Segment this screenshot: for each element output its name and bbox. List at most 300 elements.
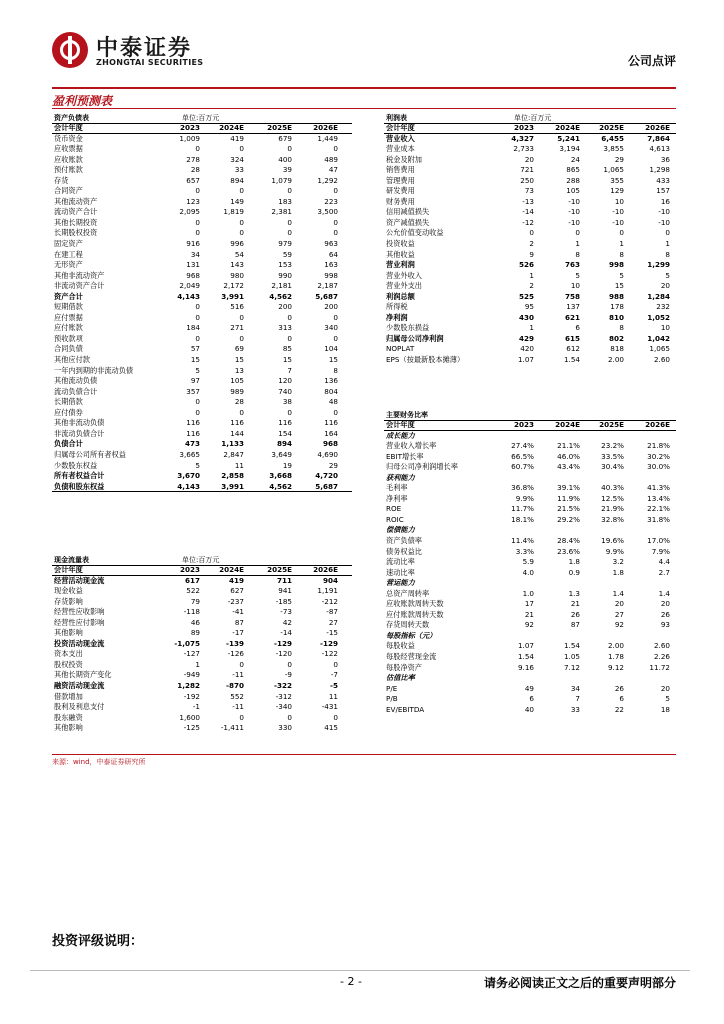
row-label: 营业外收入: [386, 270, 422, 280]
table-row: [384, 684, 676, 695]
table-row: [52, 292, 352, 303]
cell-value: -41: [232, 607, 244, 617]
cell-value: 989: [230, 386, 244, 396]
cell-value: 3,991: [221, 291, 244, 301]
cell-value: 0: [665, 228, 670, 238]
cell-value: 2,181: [271, 281, 292, 291]
cell-value: -11: [232, 702, 244, 712]
cell-value: 3,500: [317, 207, 338, 217]
cell-value: 0: [619, 228, 624, 238]
cell-value: 2: [529, 239, 534, 249]
cell-value: 818: [610, 344, 624, 354]
cell-value: 721: [520, 165, 534, 175]
cell-value: 223: [324, 196, 338, 206]
column-header-year: 2023: [179, 123, 200, 132]
source-divider: [52, 754, 676, 755]
table-row: [52, 250, 352, 261]
cell-value: -185: [275, 596, 292, 606]
cell-value: 3,855: [603, 144, 624, 154]
row-label: 应收账款: [54, 154, 83, 164]
cell-value: 1,079: [271, 175, 292, 185]
cell-value: 2.60: [653, 641, 670, 651]
cell-value: 28: [234, 397, 244, 407]
cell-value: -1: [192, 702, 200, 712]
cell-value: 4,613: [649, 144, 670, 154]
cell-value: 7.12: [563, 662, 580, 672]
cell-value: 20: [524, 154, 534, 164]
row-label: 其他流动资产: [54, 196, 98, 206]
cell-value: 5: [195, 460, 200, 470]
row-label: 营运能力: [386, 578, 415, 588]
table-row: [384, 557, 676, 568]
table-row: [52, 660, 352, 671]
table-row: [52, 334, 352, 345]
section-title: 盈利预测表: [52, 94, 113, 108]
cell-value: 2,049: [179, 281, 200, 291]
cell-value: 184: [186, 323, 200, 333]
table-row: [384, 578, 676, 589]
cell-value: 1.4: [612, 588, 624, 598]
cell-value: 17.0%: [647, 536, 670, 546]
cell-value: 0: [195, 333, 200, 343]
cell-value: 9.12: [607, 662, 624, 672]
cell-value: 131: [186, 260, 200, 270]
table-row: [384, 705, 676, 716]
row-label: P/B: [386, 694, 398, 704]
cell-value: 22.1%: [647, 504, 670, 514]
table-row: [52, 628, 352, 639]
table-row: [384, 631, 676, 642]
cell-value: 5: [575, 270, 580, 280]
row-label: 股权投资: [54, 659, 83, 669]
table-row: [384, 271, 676, 282]
cell-value: 5: [195, 365, 200, 375]
cell-value: 21.8%: [647, 441, 670, 451]
cell-value: 8: [665, 249, 670, 259]
cell-value: 0: [287, 186, 292, 196]
cell-value: 758: [564, 291, 580, 301]
cell-value: -10: [658, 217, 670, 227]
cell-value: -237: [227, 596, 244, 606]
cell-value: 1: [529, 323, 534, 333]
row-label: 合同负债: [54, 344, 83, 354]
cell-value: 23.2%: [601, 441, 624, 451]
cell-value: 990: [278, 270, 292, 280]
cell-value: 8: [333, 365, 338, 375]
cell-value: 0: [195, 228, 200, 238]
source-note: 来源：wind，中泰证券研究所: [52, 758, 146, 766]
cell-value: 178: [610, 302, 624, 312]
table-row: [52, 450, 352, 461]
cell-value: 5,241: [557, 133, 580, 143]
column-header-label: 会计年度: [386, 123, 415, 132]
cell-value: 11.9%: [557, 493, 580, 503]
table-row: [52, 723, 352, 734]
cell-value: 617: [184, 575, 200, 585]
row-label: ROIC: [386, 514, 404, 524]
cell-value: 0: [287, 659, 292, 669]
row-label: 应收账款周转天数: [386, 599, 444, 609]
cell-value: 1.07: [517, 355, 534, 365]
cell-value: 4,690: [317, 449, 338, 459]
row-label: EPS（按最新股本摊薄）: [386, 355, 465, 365]
cell-value: 41.3%: [647, 483, 670, 493]
table-row: [384, 525, 676, 536]
cell-value: 27: [614, 609, 624, 619]
table-row: [384, 494, 676, 505]
cell-value: 1: [529, 270, 534, 280]
cell-value: 1,292: [317, 175, 338, 185]
cell-value: 154: [278, 428, 292, 438]
row-label: 预付账款: [54, 165, 83, 175]
cell-value: 2,095: [179, 207, 200, 217]
cell-value: -212: [321, 596, 338, 606]
cell-value: 2,733: [513, 144, 534, 154]
cell-value: 2: [529, 281, 534, 291]
cell-value: -10: [658, 207, 670, 217]
cell-value: -127: [183, 649, 200, 659]
row-label: 公允价值变动收益: [386, 228, 444, 238]
table-row: [52, 239, 352, 250]
row-label: 估值比率: [386, 673, 415, 683]
cell-value: -14: [280, 628, 292, 638]
table-row: [384, 641, 676, 652]
cell-value: 355: [610, 175, 624, 185]
cell-value: -949: [183, 670, 200, 680]
cell-value: 12.5%: [601, 493, 624, 503]
column-header-year: 2025E: [599, 420, 624, 429]
cell-value: 988: [608, 291, 624, 301]
row-label: 经营性应付影响: [54, 617, 105, 627]
cell-value: -129: [274, 638, 292, 648]
table-row: [384, 462, 676, 473]
cell-value: 5: [665, 270, 670, 280]
cell-value: 0: [529, 228, 534, 238]
cell-value: 0: [333, 659, 338, 669]
row-label: 少数股东权益: [54, 460, 98, 470]
cell-value: 429: [518, 333, 534, 343]
row-label: 预收款项: [54, 333, 83, 343]
row-label: 归属母公司所有者权益: [54, 449, 126, 459]
cell-value: 0: [333, 333, 338, 343]
cell-value: 200: [324, 302, 338, 312]
cell-value: 40: [524, 704, 534, 714]
cell-value: 30.2%: [647, 451, 670, 461]
cell-value: 59: [282, 249, 292, 259]
table-row: [384, 344, 676, 355]
table-row: [384, 250, 676, 261]
cell-value: 149: [230, 196, 244, 206]
column-header-label: 会计年度: [386, 420, 415, 429]
table-row: [52, 134, 352, 145]
table-row: [384, 239, 676, 250]
row-label: 速动比率: [386, 567, 415, 577]
row-label: 信用减值损失: [386, 207, 430, 217]
row-label: 资产负债率: [386, 536, 422, 546]
cell-value: 0: [239, 186, 244, 196]
cell-value: 2.60: [653, 355, 670, 365]
cell-value: 419: [230, 133, 244, 143]
cell-value: -340: [275, 702, 292, 712]
row-label: 经营性应收影响: [54, 607, 105, 617]
row-label: 其他收益: [386, 249, 415, 259]
cell-value: 516: [230, 302, 244, 312]
cell-value: 34: [570, 683, 580, 693]
cell-value: 29: [614, 154, 624, 164]
zhongtai-logo-icon: [52, 32, 88, 68]
cell-value: 30.4%: [601, 462, 624, 472]
cell-value: 473: [184, 439, 200, 449]
cell-value: 963: [324, 239, 338, 249]
cell-value: 17: [524, 599, 534, 609]
cell-value: 4,562: [269, 291, 292, 301]
column-header-year: 2024E: [219, 565, 244, 574]
column-header-year: 2025E: [599, 123, 624, 132]
cell-value: 420: [520, 344, 534, 354]
cell-value: 1.0: [522, 588, 534, 598]
cell-value: -7: [330, 670, 338, 680]
cell-value: 1.8: [568, 557, 580, 567]
cell-value: 1.07: [517, 641, 534, 651]
table-name: 现金流量表: [54, 556, 89, 564]
row-label: 总资产周转率: [386, 588, 430, 598]
cell-value: 116: [230, 418, 244, 428]
cell-value: 46: [190, 617, 200, 627]
row-label: 货币资金: [54, 133, 83, 143]
cell-value: 183: [278, 196, 292, 206]
row-label: 借款增加: [54, 691, 83, 701]
cell-value: 4,720: [315, 471, 338, 481]
table-row: [384, 197, 676, 208]
cell-value: 3.3%: [515, 546, 534, 556]
row-label: 研发费用: [386, 186, 415, 196]
row-label: 少数股东损益: [386, 323, 430, 333]
cell-value: 0: [333, 144, 338, 154]
table-row: [384, 186, 676, 197]
cell-value: 21.1%: [557, 441, 580, 451]
cell-value: -126: [227, 649, 244, 659]
row-label: 其他应付款: [54, 355, 90, 365]
cell-value: 1,133: [221, 439, 244, 449]
cell-value: 916: [186, 239, 200, 249]
cell-value: 104: [324, 344, 338, 354]
cell-value: 0: [333, 407, 338, 417]
cell-value: -122: [321, 649, 338, 659]
cell-value: 324: [230, 154, 244, 164]
cell-value: 92: [614, 620, 624, 630]
cell-value: 340: [324, 323, 338, 333]
table-row: [52, 323, 352, 334]
cell-value: 1,284: [647, 291, 670, 301]
cell-value: 43.4%: [557, 462, 580, 472]
cell-value: 105: [230, 376, 244, 386]
cell-value: 40.3%: [601, 483, 624, 493]
row-label: 长期借款: [54, 397, 83, 407]
row-label: 合同资产: [54, 186, 83, 196]
cell-value: 13: [234, 365, 244, 375]
cell-value: 4.0: [522, 567, 534, 577]
cell-value: 28.4%: [557, 536, 580, 546]
cell-value: 0: [333, 312, 338, 322]
row-label: 存货: [54, 175, 69, 185]
cell-value: 97: [190, 376, 200, 386]
table-row: [52, 649, 352, 660]
cell-value: 657: [186, 175, 200, 185]
cell-value: 979: [278, 239, 292, 249]
column-header-year: 2025E: [267, 565, 292, 574]
cell-value: 0: [287, 712, 292, 722]
cell-value: 804: [324, 386, 338, 396]
table-row: [52, 586, 352, 597]
cell-value: 42: [282, 617, 292, 627]
table-row: [52, 429, 352, 440]
table-row: [52, 344, 352, 355]
table-row: [52, 144, 352, 155]
footer-divider: [30, 970, 690, 971]
cell-value: 0: [239, 712, 244, 722]
table-row: [384, 568, 676, 579]
table-row: [384, 652, 676, 663]
cell-value: -15: [326, 628, 338, 638]
cash-flow-table: [52, 554, 352, 734]
cell-value: 8: [619, 323, 624, 333]
cell-value: 31.8%: [647, 514, 670, 524]
cell-value: 802: [608, 333, 624, 343]
row-label: 应付账款周转天数: [386, 609, 444, 619]
table-row: [52, 439, 352, 450]
row-label: 应收票据: [54, 144, 83, 154]
column-header-year: 2024E: [219, 123, 244, 132]
cell-value: 5: [665, 694, 670, 704]
cell-value: 1.78: [607, 652, 624, 662]
cell-value: 627: [230, 586, 244, 596]
table-row: [52, 281, 352, 292]
table-row: [384, 694, 676, 705]
cell-value: 1: [195, 659, 200, 669]
row-label: 流动比率: [386, 557, 415, 567]
row-label: 流动资产合计: [54, 207, 98, 217]
cell-value: 30.0%: [647, 462, 670, 472]
row-label: P/E: [386, 683, 398, 693]
row-label: 现金收益: [54, 586, 83, 596]
table-row: [52, 607, 352, 618]
cell-value: 200: [278, 302, 292, 312]
cell-value: 5: [619, 270, 624, 280]
table-row: [52, 471, 352, 482]
cell-value: 0: [195, 397, 200, 407]
cell-value: -10: [568, 217, 580, 227]
cell-value: 7: [575, 694, 580, 704]
row-label: 投资活动现金流: [54, 638, 105, 648]
cell-value: 6,455: [601, 133, 624, 143]
report-type: 公司点评: [627, 54, 676, 68]
cell-value: 1,009: [179, 133, 200, 143]
row-label: 负债和股东权益: [54, 481, 105, 491]
cell-value: 894: [276, 439, 292, 449]
row-label: 负债合计: [54, 439, 83, 449]
cell-value: -431: [321, 702, 338, 712]
cell-value: 250: [520, 175, 534, 185]
cell-value: 430: [518, 312, 534, 322]
row-label: 利润总额: [386, 291, 415, 301]
cell-value: 941: [278, 586, 292, 596]
table-row: [384, 452, 676, 463]
cell-value: 21.9%: [601, 504, 624, 514]
row-label: 营业收入增长率: [386, 441, 437, 451]
cell-value: 27.4%: [511, 441, 534, 451]
table-row: [384, 260, 676, 271]
cell-value: 21.5%: [557, 504, 580, 514]
cell-value: 9.9%: [515, 493, 534, 503]
table-name: 主要财务比率: [386, 411, 428, 419]
cell-value: 7.9%: [651, 546, 670, 556]
column-header-year: 2023: [513, 123, 534, 132]
column-header-year: 2023: [179, 565, 200, 574]
cell-value: 1.54: [563, 641, 580, 651]
cell-value: 7: [287, 365, 292, 375]
cell-value: 69: [234, 344, 244, 354]
cell-value: 13.4%: [647, 493, 670, 503]
cell-value: 144: [230, 428, 244, 438]
table-row: [52, 186, 352, 197]
cell-value: -17: [232, 628, 244, 638]
row-label: 资产合计: [54, 291, 83, 301]
cell-value: -1,075: [174, 638, 200, 648]
cell-value: 0: [239, 228, 244, 238]
table-row: [384, 431, 676, 442]
cell-value: -10: [612, 217, 624, 227]
cell-value: 10: [660, 323, 670, 333]
cell-value: 153: [278, 260, 292, 270]
column-header-label: 会计年度: [54, 565, 83, 574]
table-row: [384, 165, 676, 176]
cell-value: 894: [230, 175, 244, 185]
cell-value: 19: [282, 460, 292, 470]
column-header-year: 2024E: [555, 420, 580, 429]
cell-value: 980: [230, 270, 244, 280]
row-label: 所有者权益合计: [54, 471, 105, 481]
cell-value: 3,649: [271, 449, 292, 459]
column-header-row: [384, 123, 676, 134]
table-row: [52, 228, 352, 239]
row-label: 其他长期资产变化: [54, 670, 112, 680]
cell-value: -14: [522, 207, 534, 217]
cell-value: 137: [566, 302, 580, 312]
cell-value: 57: [190, 344, 200, 354]
row-label: 资本支出: [54, 649, 83, 659]
cell-value: 116: [278, 418, 292, 428]
cell-value: 33: [234, 165, 244, 175]
cell-value: -11: [232, 670, 244, 680]
cell-value: 24: [570, 154, 580, 164]
cell-value: 0: [575, 228, 580, 238]
table-row: [384, 155, 676, 166]
table-row: [384, 620, 676, 631]
row-label: NOPLAT: [386, 344, 415, 354]
row-label: 应付债券: [54, 407, 83, 417]
cell-value: 64: [328, 249, 338, 259]
row-label: 营业成本: [386, 144, 415, 154]
row-label: 资产减值损失: [386, 217, 430, 227]
cell-value: 0: [195, 186, 200, 196]
cell-value: 143: [230, 260, 244, 270]
cell-value: 105: [566, 186, 580, 196]
row-label: 其他长期投资: [54, 217, 98, 227]
table-row: [384, 323, 676, 334]
table-row: [52, 639, 352, 650]
cell-value: 433: [656, 175, 670, 185]
cell-value: 95: [524, 302, 534, 312]
